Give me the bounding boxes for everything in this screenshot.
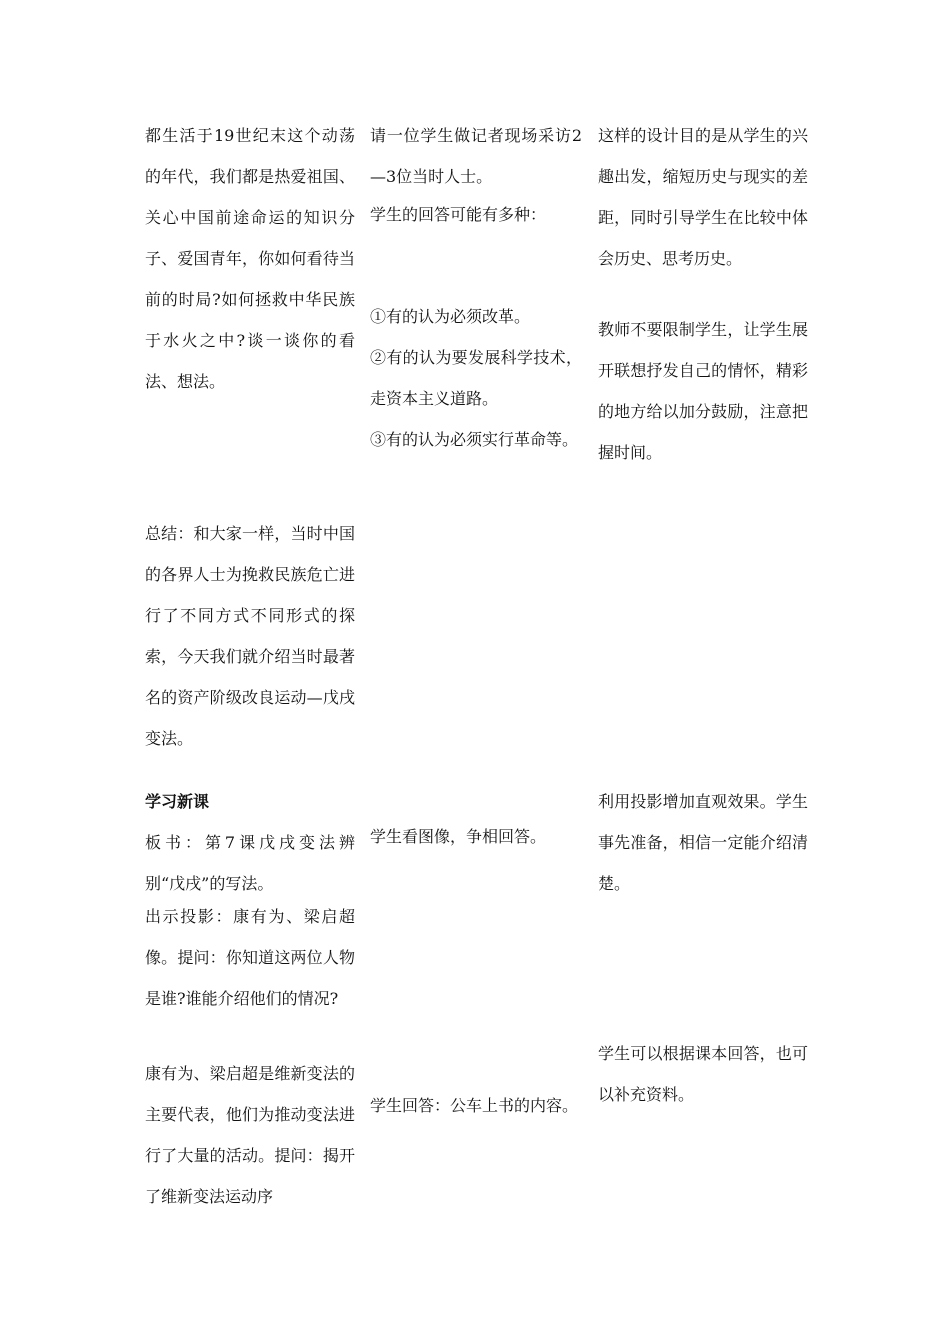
col3-projection-effect-text: 利用投影增加直观效果。学生事先准备，相信一定能介绍清楚。	[598, 792, 808, 893]
col1-reformers-text: 康有为、梁启超是维新变法的主要代表，他们为推动变法进行了大量的活动。提问：揭开了维新变法运动序	[145, 1064, 355, 1206]
col3-no-limit-text: 教师不要限制学生，让学生展开联想抒发自己的情怀，精彩的地方给以加分鼓励，注意把握时间。	[598, 320, 808, 462]
col2-answers-intro: 学生的回答可能有多种：	[370, 205, 547, 224]
answer-item: ①有的认为必须改革。	[370, 307, 531, 326]
answer-item: ②有的认为要发展科学技术，走资本主义道路。	[370, 348, 582, 408]
col2-answer-petition-text: 学生回答：公车上书的内容。	[370, 1096, 579, 1115]
section-heading: 学习新课	[145, 792, 210, 811]
col1-projection-text: 出示投影：康有为、梁启超像。提问：你知道这两位人物是谁?谁能介绍他们的情况?	[145, 907, 355, 1008]
col3-textbook-text: 学生可以根据课本回答，也可以补充资料。	[598, 1044, 808, 1104]
col2-interview-text: 请一位学生做记者现场采访2—3位当时人士。	[370, 126, 582, 186]
col3-design-text: 这样的设计目的是从学生的兴趣出发，缩短历史与现实的差距，同时引导学生在比较中体会历史、思考历史。	[598, 126, 808, 268]
answer-item: ③有的认为必须实行革命等。	[370, 430, 579, 449]
col2-look-images-text: 学生看图像，争相回答。	[370, 827, 547, 846]
col2-answers-list	[370, 296, 582, 460]
col1-summary-text: 总结：和大家一样，当时中国的各界人士为挽救民族危亡进行了不同方式不同形式的探索，今天我们就介绍当时最著名的资产阶级改良运动—戊戌变法。	[145, 524, 355, 748]
col1-intro-text: 都生活于19世纪末这个动荡的年代，我们都是热爱祖国、关心中国前途命运的知识分子、爱国青年，你如何看待当前的时局?如何拯救中华民族于水火之中?谈一谈你的看法、想法。	[145, 126, 355, 391]
col1-board-text: 板书：第7课戊戌变法辨别“戊戌”的写法。	[145, 833, 355, 893]
